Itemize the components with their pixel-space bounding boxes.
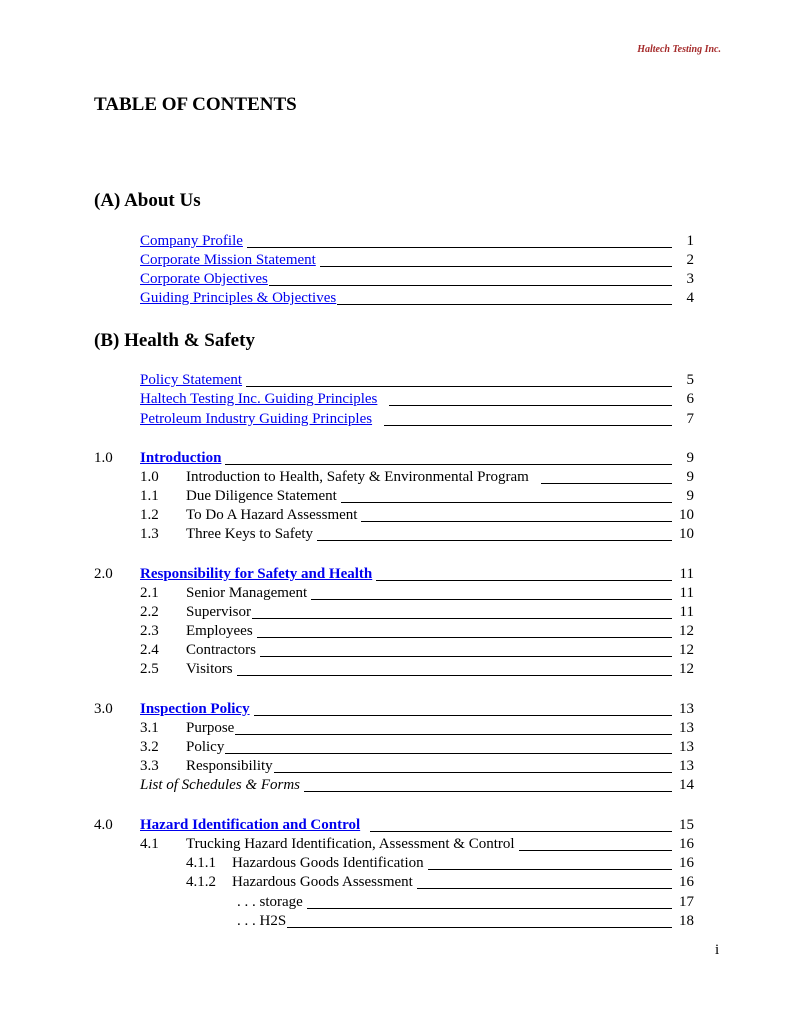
toc-sub-entry[interactable] (140, 660, 694, 679)
section-label: To Do A Hazard Assessment (186, 507, 358, 523)
leader-line (541, 470, 672, 484)
leader-line (269, 272, 672, 286)
leader-line (254, 702, 672, 716)
section-number: 2.5 (140, 661, 159, 677)
item-label: . . . storage (237, 894, 303, 910)
section-label: Policy (186, 739, 225, 755)
toc-sub-entry[interactable] (140, 641, 694, 660)
toc-item-entry[interactable] (237, 893, 694, 912)
toc-page-number: 11 (679, 566, 694, 582)
chapter-number: 1.0 (94, 450, 113, 466)
toc-sub-entry[interactable] (140, 835, 694, 854)
toc-page-number: 11 (679, 604, 694, 620)
page-title: TABLE OF CONTENTS (94, 94, 297, 115)
leader-line (384, 412, 672, 426)
toc-sub-entry[interactable] (140, 603, 694, 622)
leader-line (311, 586, 672, 600)
section-number: 2.1 (140, 585, 159, 601)
toc-page-number: 6 (686, 391, 694, 407)
toc-entry-corporate-mission[interactable] (140, 251, 694, 270)
leader-line (225, 451, 672, 465)
toc-link[interactable]: Guiding Principles & Objectives (140, 290, 337, 306)
toc-entry-petroleum-principles[interactable] (140, 410, 694, 429)
subsection-label: Hazardous Goods Identification (232, 855, 424, 871)
leader-line (225, 740, 672, 754)
leader-line (274, 759, 672, 773)
leader-line (428, 856, 672, 870)
toc-link[interactable]: Company Profile (140, 233, 243, 249)
toc-page-number: 17 (679, 894, 694, 910)
leader-line (252, 605, 672, 619)
toc-sub-entry[interactable] (140, 487, 694, 506)
toc-link[interactable]: Petroleum Industry Guiding Principles (140, 411, 373, 427)
section-number: 4.1 (140, 836, 159, 852)
toc-page-number: 9 (686, 488, 694, 504)
section-label: Senior Management (186, 585, 308, 601)
leader-line (317, 527, 672, 541)
leader-line (389, 392, 672, 406)
toc-chapter-3[interactable] (94, 700, 694, 719)
toc-item-entry[interactable] (237, 912, 694, 931)
toc-page-number: 16 (679, 836, 694, 852)
chapter-link[interactable]: Hazard Identification and Control (140, 817, 361, 833)
toc-chapter-4[interactable] (94, 816, 694, 835)
leader-line (417, 875, 672, 889)
toc-sub-entry[interactable] (140, 738, 694, 757)
toc-entry-company-profile[interactable] (140, 232, 694, 251)
toc-sub-entry[interactable] (140, 525, 694, 544)
leader-line (376, 567, 672, 581)
leader-line (287, 914, 672, 928)
toc-subsub-entry[interactable] (186, 873, 694, 892)
leader-line (235, 721, 672, 735)
item-label: . . . H2S (237, 913, 287, 929)
toc-page-number: 12 (679, 661, 694, 677)
subsection-number: 4.1.1 (186, 855, 216, 871)
section-number: 1.0 (140, 469, 159, 485)
toc-sub-entry[interactable] (140, 506, 694, 525)
section-number: 1.1 (140, 488, 159, 504)
toc-chapter-1[interactable] (94, 449, 694, 468)
section-a-heading: (A) About Us (94, 190, 201, 211)
leader-line (320, 253, 672, 267)
leader-line (307, 895, 672, 909)
toc-page-number: 12 (679, 642, 694, 658)
toc-sub-entry[interactable] (140, 622, 694, 641)
subsection-label: Hazardous Goods Assessment (232, 874, 413, 890)
section-label: Supervisor (186, 604, 251, 620)
section-label: Purpose (186, 720, 235, 736)
schedules-label: List of Schedules & Forms (140, 777, 300, 793)
section-label: Three Keys to Safety (186, 526, 314, 542)
section-number: 2.4 (140, 642, 159, 658)
leader-line (246, 373, 672, 387)
chapter-link[interactable]: Introduction (140, 450, 222, 466)
toc-page-number: 2 (686, 252, 694, 268)
toc-entry-policy-statement[interactable] (140, 371, 694, 390)
toc-sub-entry[interactable] (140, 719, 694, 738)
toc-chapter-2[interactable] (94, 565, 694, 584)
toc-link[interactable]: Corporate Objectives (140, 271, 268, 287)
leader-line (260, 643, 672, 657)
section-label: Contractors (186, 642, 256, 658)
toc-page-number: 13 (679, 720, 694, 736)
section-number: 2.3 (140, 623, 159, 639)
toc-page-number: 4 (686, 290, 694, 306)
toc-link[interactable]: Haltech Testing Inc. Guiding Principles (140, 391, 378, 407)
toc-page-number: 1 (686, 233, 694, 249)
toc-entry-guiding-principles[interactable] (140, 289, 694, 308)
toc-page-number: 11 (679, 585, 694, 601)
section-label: Introduction to Health, Safety & Environmental Program (186, 469, 529, 485)
toc-page-number: 13 (679, 758, 694, 774)
toc-page-number: 16 (679, 855, 694, 871)
toc-page-number: 12 (679, 623, 694, 639)
section-number: 3.2 (140, 739, 159, 755)
leader-line (519, 837, 672, 851)
section-label: Due Diligence Statement (186, 488, 337, 504)
leader-line (304, 778, 672, 792)
toc-page-number: 10 (679, 507, 694, 523)
leader-line (370, 818, 672, 832)
toc-entry-corporate-objectives[interactable] (140, 270, 694, 289)
section-number: 2.2 (140, 604, 159, 620)
toc-subsub-entry[interactable] (186, 854, 694, 873)
section-number: 3.1 (140, 720, 159, 736)
toc-schedules-entry[interactable] (140, 776, 694, 795)
leader-line (257, 624, 672, 638)
section-label: Trucking Hazard Identification, Assessment & Control (186, 836, 515, 852)
chapter-number: 2.0 (94, 566, 113, 582)
leader-line (341, 489, 672, 503)
toc-page-number: 7 (686, 411, 694, 427)
toc-page-number: 15 (679, 817, 694, 833)
toc-page-number: 10 (679, 526, 694, 542)
toc-link[interactable]: Policy Statement (140, 372, 243, 388)
section-number: 1.3 (140, 526, 159, 542)
section-number: 1.2 (140, 507, 159, 523)
toc-page-number: 5 (686, 372, 694, 388)
section-b-heading: (B) Health & Safety (94, 330, 255, 351)
leader-line (361, 508, 672, 522)
toc-page-number: 18 (679, 913, 694, 929)
toc-page-number: 16 (679, 874, 694, 890)
toc-page-number: 3 (686, 271, 694, 287)
chapter-link[interactable]: Inspection Policy (140, 701, 250, 717)
chapter-number: 3.0 (94, 701, 113, 717)
section-label: Responsibility (186, 758, 273, 774)
section-number: 3.3 (140, 758, 159, 774)
leader-line (337, 291, 672, 305)
section-label: Employees (186, 623, 253, 639)
toc-sub-entry[interactable] (140, 584, 694, 603)
toc-link[interactable]: Corporate Mission Statement (140, 252, 316, 268)
toc-sub-entry[interactable] (140, 757, 694, 776)
section-label: Visitors (186, 661, 233, 677)
toc-page-number: 9 (686, 450, 694, 466)
toc-entry-haltech-principles[interactable] (140, 390, 694, 409)
toc-page-number: 14 (679, 777, 694, 793)
leader-line (247, 234, 672, 248)
leader-line (237, 662, 672, 676)
chapter-number: 4.0 (94, 817, 113, 833)
toc-page-number: 9 (686, 469, 694, 485)
subsection-number: 4.1.2 (186, 874, 216, 890)
page-number: i (715, 942, 720, 958)
toc-page-number: 13 (679, 701, 694, 717)
toc-page-number: 13 (679, 739, 694, 755)
toc-sub-entry[interactable] (140, 468, 694, 487)
company-header: Haltech Testing Inc. (637, 44, 721, 55)
chapter-link[interactable]: Responsibility for Safety and Health (140, 566, 373, 582)
